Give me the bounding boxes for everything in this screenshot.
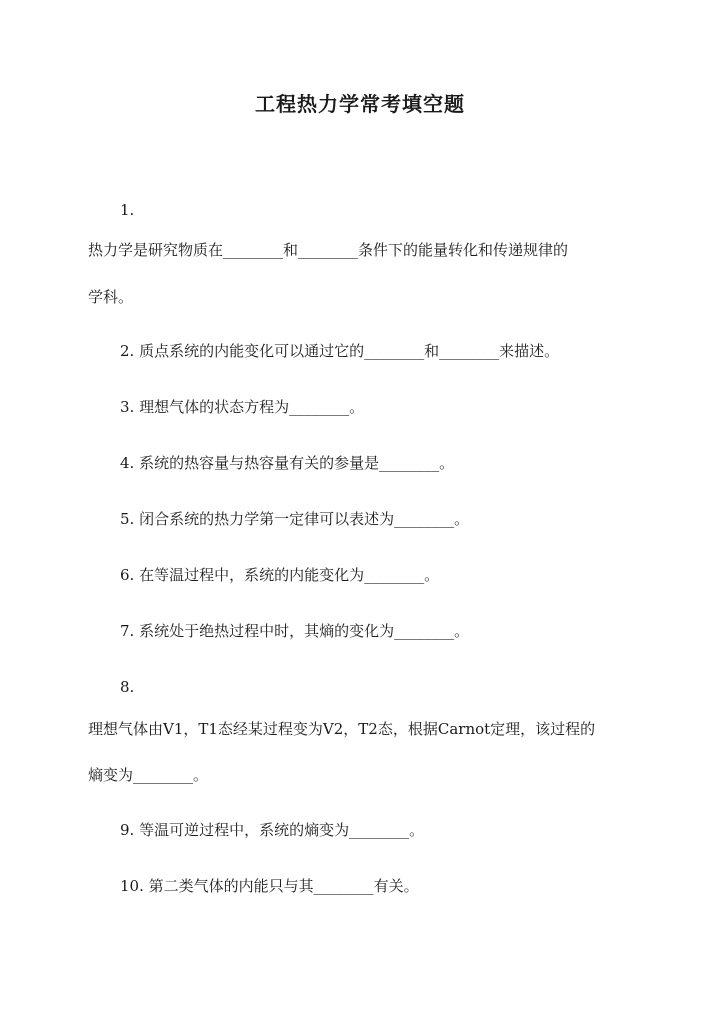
question-1-text-line-2: 学科。: [88, 288, 134, 306]
question-1-number: 1.: [120, 201, 135, 219]
question-8-text-line-1: 理想气体由V1，T1态经某过程变为V2，T2态，根据Carnot定理，该过程的: [88, 720, 596, 738]
question-6: 6. 在等温过程中，系统的内能变化为________。: [120, 566, 440, 584]
document-title: 工程热力学常考填空题: [255, 92, 465, 116]
question-5: 5. 闭合系统的热力学第一定律可以表述为________。: [120, 510, 470, 528]
question-7: 7. 系统处于绝热过程中时，其熵的变化为________。: [120, 622, 470, 640]
question-3: 3. 理想气体的状态方程为________。: [120, 398, 365, 416]
question-2: 2. 质点系统的内能变化可以通过它的________和________来描述。: [120, 342, 560, 360]
question-8-number: 8.: [120, 678, 135, 696]
question-9: 9. 等温可逆过程中，系统的熵变为________。: [120, 821, 425, 839]
question-8-text-line-2: 熵变为________。: [88, 766, 209, 784]
question-1-text-line-1: 热力学是研究物质在________和________条件下的能量转化和传递规律的: [88, 241, 569, 259]
question-10: 10. 第二类气体的内能只与其________有关。: [120, 877, 419, 895]
question-4: 4. 系统的热容量与热容量有关的参量是________。: [120, 454, 455, 472]
